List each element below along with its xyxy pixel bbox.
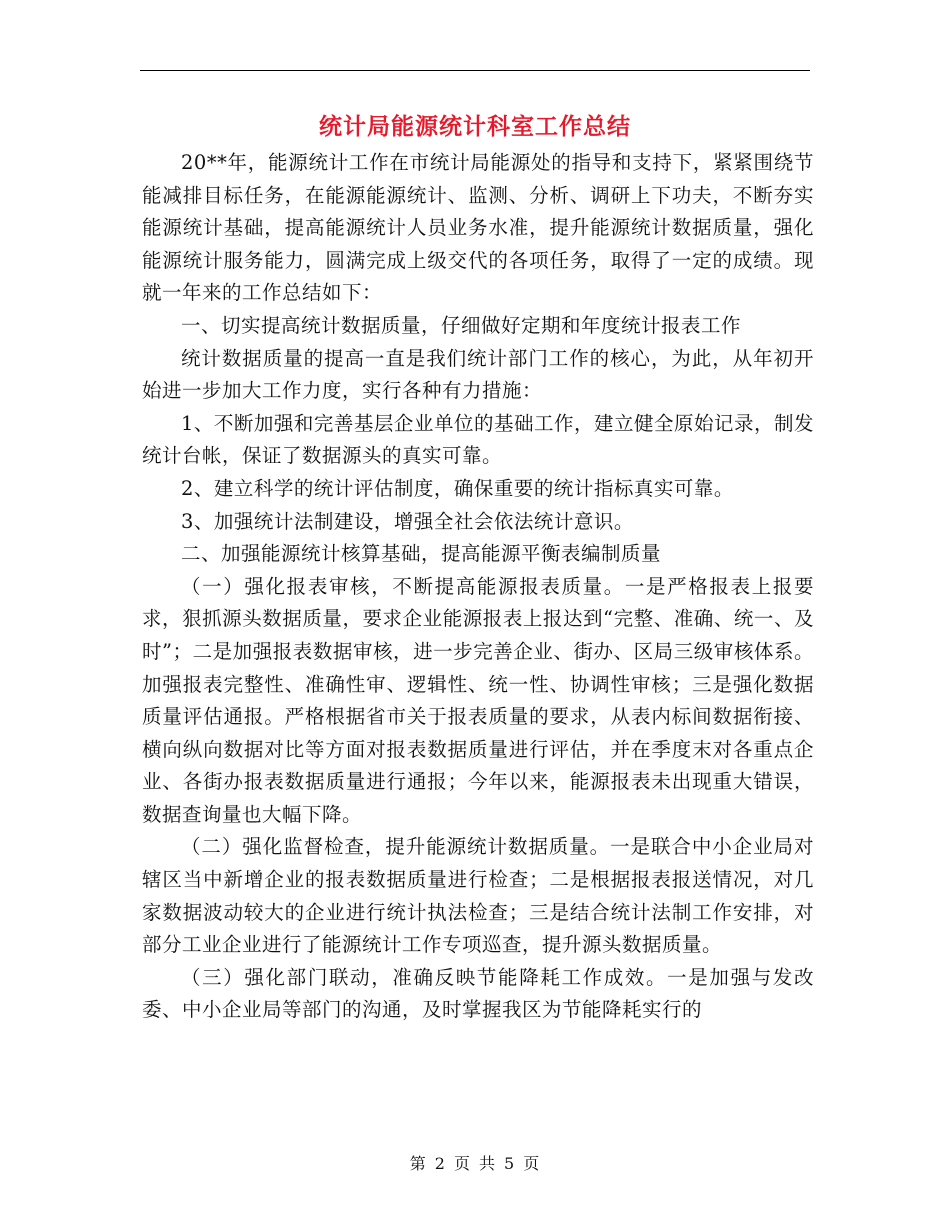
footer-page-unit: 页: [453, 1154, 471, 1173]
subsection-2: （二）强化监督检查，提升能源统计数据质量。一是联合中小企业局对辖区当中新增企业的报表数据质量进行检查；二是根据报表报送情况，对几家数据波动较大的企业进行统计执法检查；三是结合统计法制工作安排，对部分工业企业进行了能源统计工作专项巡查，提升源头数据质量。: [142, 835, 814, 957]
footer-total-label: 共: [479, 1154, 497, 1173]
list-item-3: 3、加强统计法制建设，增强全社会依法统计意识。: [181, 509, 634, 533]
footer-total-unit: 页: [523, 1154, 541, 1173]
footer-current-page: 2: [434, 1154, 446, 1173]
paragraph: 统计数据质量的提高一直是我们统计部门工作的核心，为此，从年初开始进一步加大工作力度，实行各种有力措施：: [142, 346, 814, 403]
section-heading-1: 一、切实提高统计数据质量，仔细做好定期和年度统计报表工作: [181, 313, 742, 337]
subsection-3: （三）强化部门联动，准确反映节能降耗工作成效。一是加强与发改委、中小企业局等部门的沟通，及时掌握我区为节能降耗实行的: [142, 965, 814, 1022]
paragraph-intro: 20**年，能源统计工作在市统计局能源处的指导和支持下，紧紧围绕节能减排目标任务，在能源能源统计、监测、分析、调研上下功夫，不断夯实能源统计基础，提高能源统计人员业务水准，提升能源统计数据质量，强化能源统计服务能力，圆满完成上级交代的各项任务，取得了一定的成绩。现就一年来的工作总结如下：: [142, 151, 814, 305]
document-title: 统计局能源统计科室工作总结: [319, 113, 631, 140]
page-footer: [0, 1152, 950, 1176]
list-item-2: 2、建立科学的统计评估制度，确保重要的统计指标真实可靠。: [181, 476, 734, 500]
document-body: [142, 147, 814, 1027]
section-heading-2: 二、加强能源统计核算基础，提高能源平衡表编制质量: [181, 542, 662, 566]
list-item-1: 1、不断加强和完善基层企业单位的基础工作，建立健全原始记录，制发统计台帐，保证了数据源头的真实可靠。: [142, 411, 814, 468]
footer-page-label: 第: [409, 1154, 427, 1173]
header-rule: [140, 70, 810, 71]
subsection-1: （一）强化报表审核，不断提高能源报表质量。一是严格报表上报要求，狠抓源头数据质量，要求企业能源报表上报达到“完整、准确、统一、及时”；二是加强报表数据审核，进一步完善企业、街办、区局三级审核体系。加强报表完整性、准确性审、逻辑性、统一性、协调性审核；三是强化数据质量评估通报。严格根据省市关于报表质量的要求，从表内标间数据衔接、横向纵向数据对比等方面对报表数据质量进行评估，并在季度末对各重点企业、各街办报表数据质量进行通报；今年以来，能源报表未出现重大错误，数据查询量也大幅下降。: [142, 574, 814, 826]
footer-total-pages: 5: [504, 1154, 516, 1173]
